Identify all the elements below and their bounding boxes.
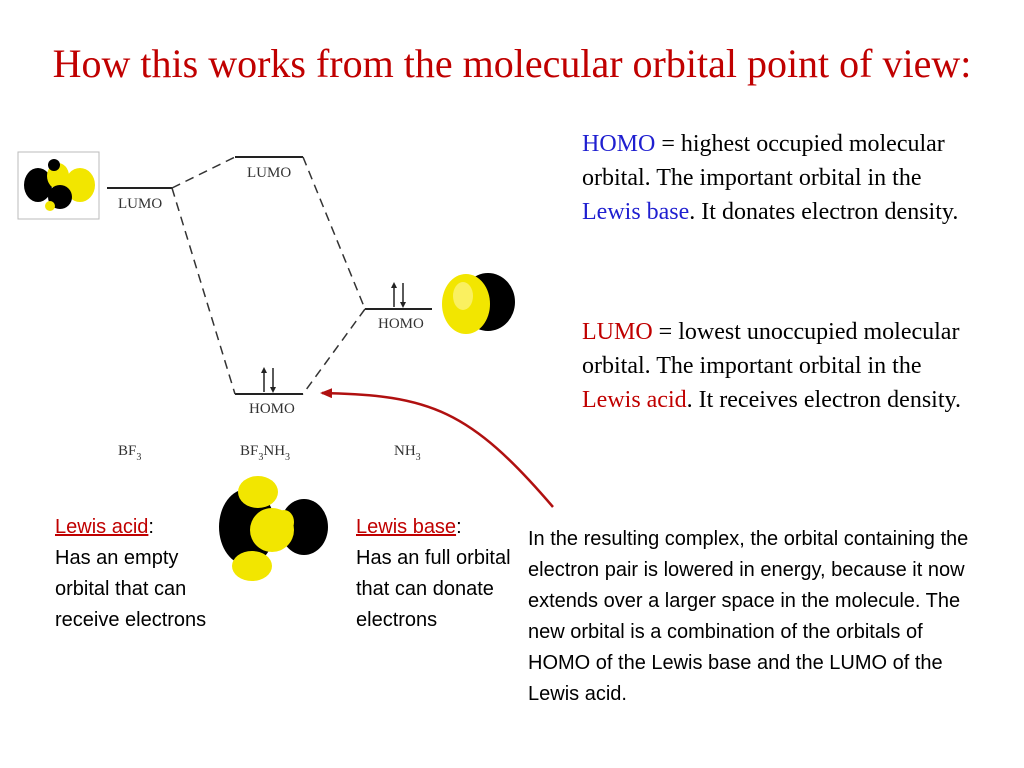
lewis-acid-term: Lewis acid [55,516,149,538]
homo-lewis-base: Lewis base [582,199,690,225]
slide-title: How this works from the molecular orbital point of view: [52,41,972,86]
nh3-electron-pair [394,283,403,307]
lumo-bf3-label: LUMO [118,196,163,212]
lumo-term: LUMO [582,319,653,345]
bf3-label: $BF_3$ [118,443,142,463]
lumo-complex-label: LUMO [247,165,292,181]
homo-term: HOMO [582,131,656,157]
correlation-lines [172,157,365,394]
lumo-def-text-2: . It receives electron density. [686,387,961,413]
lewis-base-note [356,512,516,636]
lewis-acid-text: Has an empty orbital that can receive electrons [55,547,207,631]
lewis-acid-note [55,512,225,636]
nh3-homo-orbital-image [442,273,515,334]
bf3nh3-label: $BF_3NH_3$ [240,443,291,463]
nh3-label: $NH_3$ [394,443,421,463]
homo-def-text-1: = highest occupied molecular orbital. The important orbital in the [582,131,945,191]
homo-nh3-label: HOMO [378,316,424,332]
complex-note-arrow [322,393,553,507]
lewis-base-term: Lewis base [356,516,457,538]
homo-definition [582,127,982,229]
lumo-definition [582,315,982,417]
lewis-base-text: Has an full orbital that can donate electrons [356,547,511,631]
complex-note: In the resulting complex, the orbital containing the electron pair is lowered in energy, because it now extends over a larger space in the molecule. The new orbital is a combination of the orbitals of HOMO of the Lewis base and the LUMO of the Lewis acid. [528,528,969,705]
lewis-base-colon: : [456,516,462,538]
bf3-lumo-orbital-image [18,152,99,219]
lumo-lewis-acid: Lewis acid [582,387,687,413]
complex-electron-pair [264,368,273,392]
lewis-acid-colon: : [148,516,154,538]
homo-complex-label: HOMO [249,401,295,417]
lumo-def-text-1: = lowest unoccupied molecular orbital. The important orbital in the [582,319,960,379]
complex-homo-orbital-image [219,476,328,581]
homo-def-text-2: . It donates electron density. [689,199,959,225]
